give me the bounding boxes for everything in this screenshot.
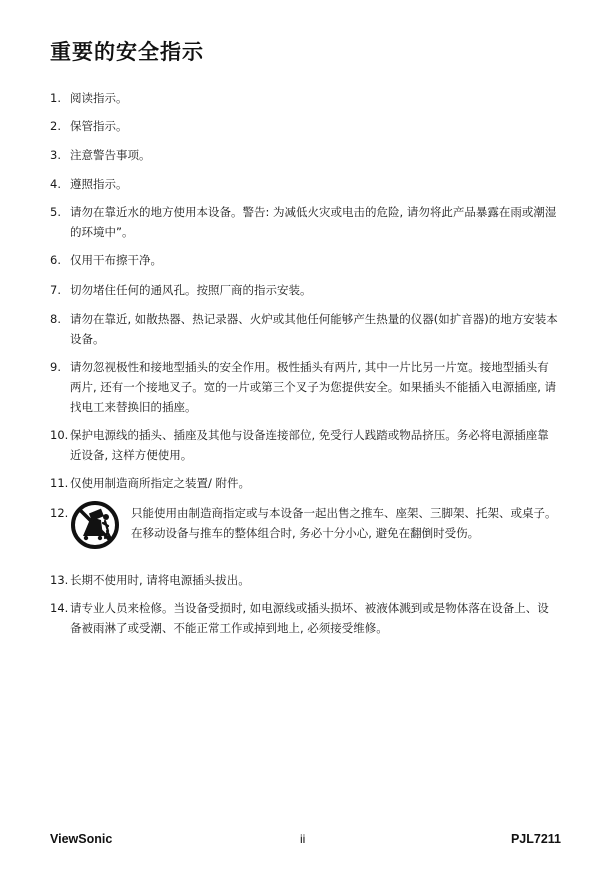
list-item-8 <box>50 309 560 349</box>
item-text: 请勿忽视极性和接地型插头的安全作用。极性插头有两片, 其中一片比另一片宽。接地型插头有两片, 还有一个接地叉子。宽的一片或第三个叉子为您提供安全。如果插头不能插入电源插座, 请找电工来替换旧的插座。 <box>70 360 557 414</box>
item-number: 11. <box>50 476 69 490</box>
list-item-2 <box>50 116 560 136</box>
item-text: 仅使用制造商所指定之装置/ 附件。 <box>70 476 251 490</box>
cart-tip-over-warning-icon <box>70 500 120 550</box>
list-item-13 <box>50 570 560 590</box>
item-number: 3. <box>50 148 61 162</box>
item-number: 2. <box>50 119 61 133</box>
list-item-9 <box>50 357 560 417</box>
item-text: 保管指示。 <box>70 119 128 133</box>
list-item-3 <box>50 145 560 165</box>
list-item-7 <box>50 280 560 300</box>
list-item-12 <box>50 503 560 543</box>
item-number: 12. <box>50 506 69 520</box>
page-title: 重要的安全指示 <box>50 40 204 64</box>
item-number: 14. <box>50 601 69 615</box>
item-text: 遵照指示。 <box>70 177 128 191</box>
item-text: 仅用干布擦干净。 <box>70 253 162 267</box>
list-item-11 <box>50 473 560 493</box>
item-text: 请勿在靠近, 如散热器、热记录器、火炉或其他任何能够产生热量的仪器(如扩音器)的地方安装本设备。 <box>70 312 558 346</box>
list-item-14 <box>50 598 560 638</box>
list-item-6 <box>50 250 560 270</box>
item-text: 切勿堵住任何的通风孔。按照厂商的指示安装。 <box>70 283 312 297</box>
item-number: 8. <box>50 312 61 326</box>
item-text: 注意警告事项。 <box>70 148 151 162</box>
footer-brand: ViewSonic <box>50 832 113 846</box>
footer-model: PJL7211 <box>510 832 561 846</box>
item-text: 保护电源线的插头、插座及其他与设备连接部位, 免受行人践踏或物品挤压。务必将电源插座靠近设备, 这样方便使用。 <box>70 428 549 462</box>
list-item-5 <box>50 202 560 242</box>
footer-page-number: ii <box>300 832 306 846</box>
item-number: 4. <box>50 177 61 191</box>
item-text: 长期不使用时, 请将电源插头拔出。 <box>70 573 250 587</box>
item-text: 请勿在靠近水的地方使用本设备。警告: 为减低火灾或电击的危险, 请勿将此产品暴露在雨或潮湿的环境中”。 <box>70 205 557 239</box>
item-number: 10. <box>50 428 69 442</box>
item-number: 6. <box>50 253 61 267</box>
list-item-1 <box>50 88 560 108</box>
item-number: 13. <box>50 573 69 587</box>
item-number: 9. <box>50 360 61 374</box>
list-item-10 <box>50 425 560 465</box>
list-item-4 <box>50 174 560 194</box>
item-text: 请专业人员来检修。当设备受损时, 如电源线或插头损坏、被液体溅到或是物体落在设备上、设备被雨淋了或受潮、不能正常工作或掉到地上, 必须接受维修。 <box>70 601 549 635</box>
item-number: 5. <box>50 205 61 219</box>
item-text: 只能使用由制造商指定或与本设备一起出售之推车、座架、三脚架、托架、或桌子。在移动设备与推车的整体组合时, 务必十分小心, 避免在翻倒时受伤。 <box>131 506 557 540</box>
item-number: 7. <box>50 283 61 297</box>
item-number: 1. <box>50 91 61 105</box>
item-text: 阅读指示。 <box>70 91 128 105</box>
